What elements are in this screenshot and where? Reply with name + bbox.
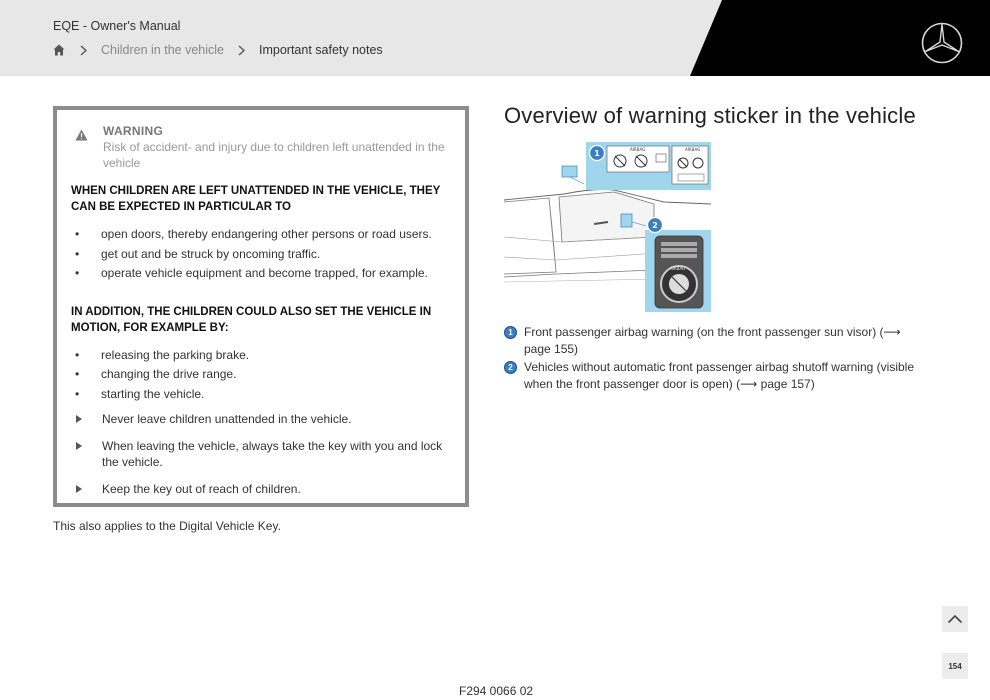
warning-header [71, 124, 451, 171]
legend-text[interactable]: Front passenger airbag warning (on the front passenger sun visor) (⟶ page 155) [524, 325, 901, 356]
digital-key-note: This also applies to the Digital Vehicle Key. [53, 519, 281, 533]
action-item [71, 411, 451, 427]
warning-sticker-illustration [504, 142, 711, 312]
list-item: • get out and be struck by oncoming traffic. [71, 245, 451, 265]
action-text: Never leave children unattended in the vehicle. [102, 412, 352, 426]
svg-text:2: 2 [652, 221, 658, 230]
svg-text:AIRBAG: AIRBAG [685, 147, 701, 152]
chevron-up-icon [947, 614, 963, 624]
action-arrow-icon [76, 442, 82, 450]
action-item [71, 438, 451, 470]
action-text: When leaving the vehicle, always take the key with you and lock the vehicle. [102, 439, 443, 469]
mercedes-star-logo[interactable] [921, 22, 963, 64]
svg-text:AIRBAG: AIRBAG [630, 147, 646, 152]
callout-legend [504, 324, 924, 394]
action-text: Keep the key out of reach of children. [102, 482, 301, 496]
warning-heading-unattended: WHEN CHILDREN ARE LEFT UNATTENDED IN THE VEHICLE, THEY CAN BE EXPECTED IN PARTICULAR TO [71, 185, 441, 213]
legend-text[interactable]: Vehicles without automatic front passenger airbag shutoff warning (visible when the front passenger door is open) (⟶ page 157) [524, 360, 914, 391]
header-bar [0, 0, 990, 76]
svg-text:1: 1 [594, 149, 600, 158]
action-list [71, 411, 451, 497]
warning-box [53, 106, 469, 507]
breadcrumb-current: Important safety notes [259, 43, 383, 57]
scroll-to-top-button[interactable] [942, 606, 968, 632]
warning-subtitle: Risk of accident- and injury due to children left unattended in the vehicle [103, 140, 445, 170]
action-arrow-icon [76, 485, 82, 493]
list-item: • open doors, thereby endangering other persons or road users. [71, 225, 451, 245]
warning-heading-motion: IN ADDITION, THE CHILDREN COULD ALSO SET THE VEHICLE IN MOTION, FOR EXAMPLE BY: [71, 305, 432, 334]
image-reference: F294 0066 02 [459, 684, 534, 698]
page-number: 154 [942, 653, 968, 679]
chevron-right-icon [238, 45, 245, 56]
list-item: • operate vehicle equipment and become trapped, for example. [71, 264, 451, 284]
warning-title: WARNING [103, 124, 164, 138]
motion-list [71, 346, 451, 405]
callout-number-icon: 1 [504, 326, 517, 339]
list-item: • changing the drive range. [71, 365, 451, 385]
legend-item [504, 359, 924, 392]
breadcrumb [52, 41, 383, 59]
section-title: Overview of warning sticker in the vehicle [504, 103, 916, 128]
legend-item [504, 324, 924, 357]
breadcrumb-link-children[interactable]: Children in the vehicle [101, 43, 224, 57]
warning-triangle-icon [75, 129, 88, 141]
manual-title: EQE - Owner's Manual [53, 19, 181, 33]
home-icon[interactable] [52, 43, 66, 57]
callout-number-icon: 2 [504, 361, 517, 374]
action-arrow-icon [76, 415, 82, 423]
action-item [71, 481, 451, 497]
list-item: • releasing the parking brake. [71, 346, 451, 366]
svg-text:AIRBAG: AIRBAG [670, 266, 686, 271]
list-item: • starting the vehicle. [71, 385, 451, 405]
risk-list [71, 225, 451, 284]
chevron-right-icon [80, 45, 87, 56]
